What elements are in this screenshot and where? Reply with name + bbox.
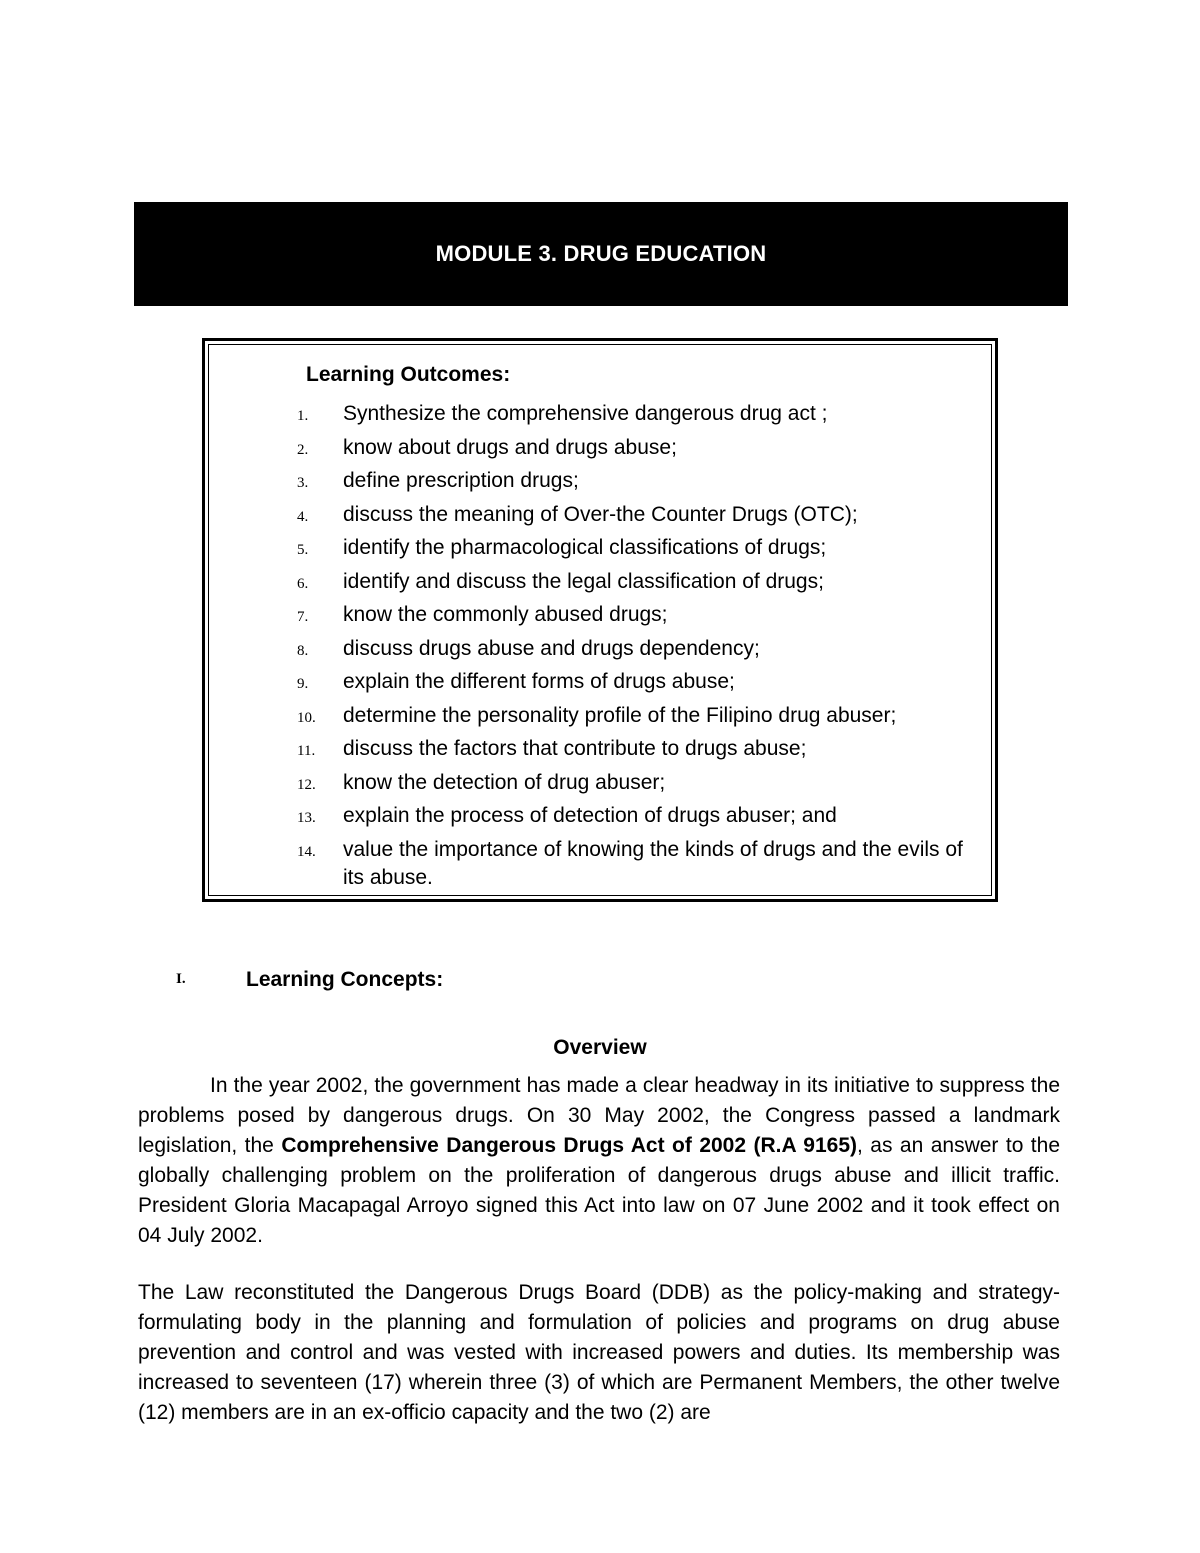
list-item: 4. discuss the meaning of Over-the Counter Drugs (OTC); <box>297 502 858 526</box>
learning-outcomes-box <box>202 338 998 902</box>
list-item: 14. value the importance of knowing the kinds of drugs and the evils of its abuse. <box>297 837 963 889</box>
list-item: 5. identify the pharmacological classifications of drugs; <box>297 536 827 559</box>
list-item: 6. identify and discuss the legal classification of drugs; <box>297 569 824 593</box>
list-item: 3. define prescription drugs; <box>297 469 579 492</box>
module-title: MODULE 3. DRUG EDUCATION <box>435 241 767 266</box>
overview-title: Overview <box>553 1036 647 1059</box>
list-item: 8. discuss drugs abuse and drugs dependency; <box>297 636 760 660</box>
list-item: 11. discuss the factors that contribute to drugs abuse; <box>297 737 807 760</box>
learning-outcomes-heading: Learning Outcomes: <box>306 363 511 386</box>
act-name: Comprehensive Dangerous Drugs Act of 2002 (R.A 9165) <box>281 1134 858 1157</box>
list-item: 10. determine the personality profile of the Filipino drug abuser; <box>297 703 897 727</box>
list-item: 1. Synthesize the comprehensive dangerous drug act ; <box>297 402 828 425</box>
list-item: 2. know about drugs and drugs abuse; <box>297 435 677 459</box>
list-item: 9. explain the different forms of drugs abuse; <box>297 670 735 693</box>
module-title-banner <box>134 202 1068 306</box>
section-heading <box>176 968 443 992</box>
learning-outcomes-list <box>297 400 977 892</box>
list-item: 12. know the detection of drug abuser; <box>297 770 666 794</box>
list-item: 7. know the commonly abused drugs; <box>297 603 668 626</box>
overview-paragraph-1: In the year 2002, the government has made a clear headway in its initiative to suppress the problems posed by dangerous drugs. On 30 May 2002, the Congress passed a landmark legislation, the Comprehensive Dangerous Drugs Act of 2002 (R.A 9165), as an answer to the globally challenging problem on the proliferation of dangerous drugs abuse and illicit traffic. President Gloria Macapagal Arroyo signed this Act into law on 07 June 2002 and it took effect on 04 July 2002. <box>138 1074 1061 1247</box>
section-number: I. <box>176 971 186 987</box>
overview-paragraph-2: The Law reconstituted the Dangerous Drugs Board (DDB) as the policy-making and strategy-formulating body in the planning and formulation of policies and programs on drug abuse prevention and control and was vested with increased powers and duties. Its membership was increased to seventeen (17) wherein three (3) of which are Permanent Members, the other twelve (12) members are in an ex-officio capacity and the two (2) are <box>138 1281 1060 1424</box>
list-item: 13. explain the process of detection of drugs abuser; and <box>297 804 837 827</box>
section-title: Learning Concepts: <box>246 968 444 991</box>
